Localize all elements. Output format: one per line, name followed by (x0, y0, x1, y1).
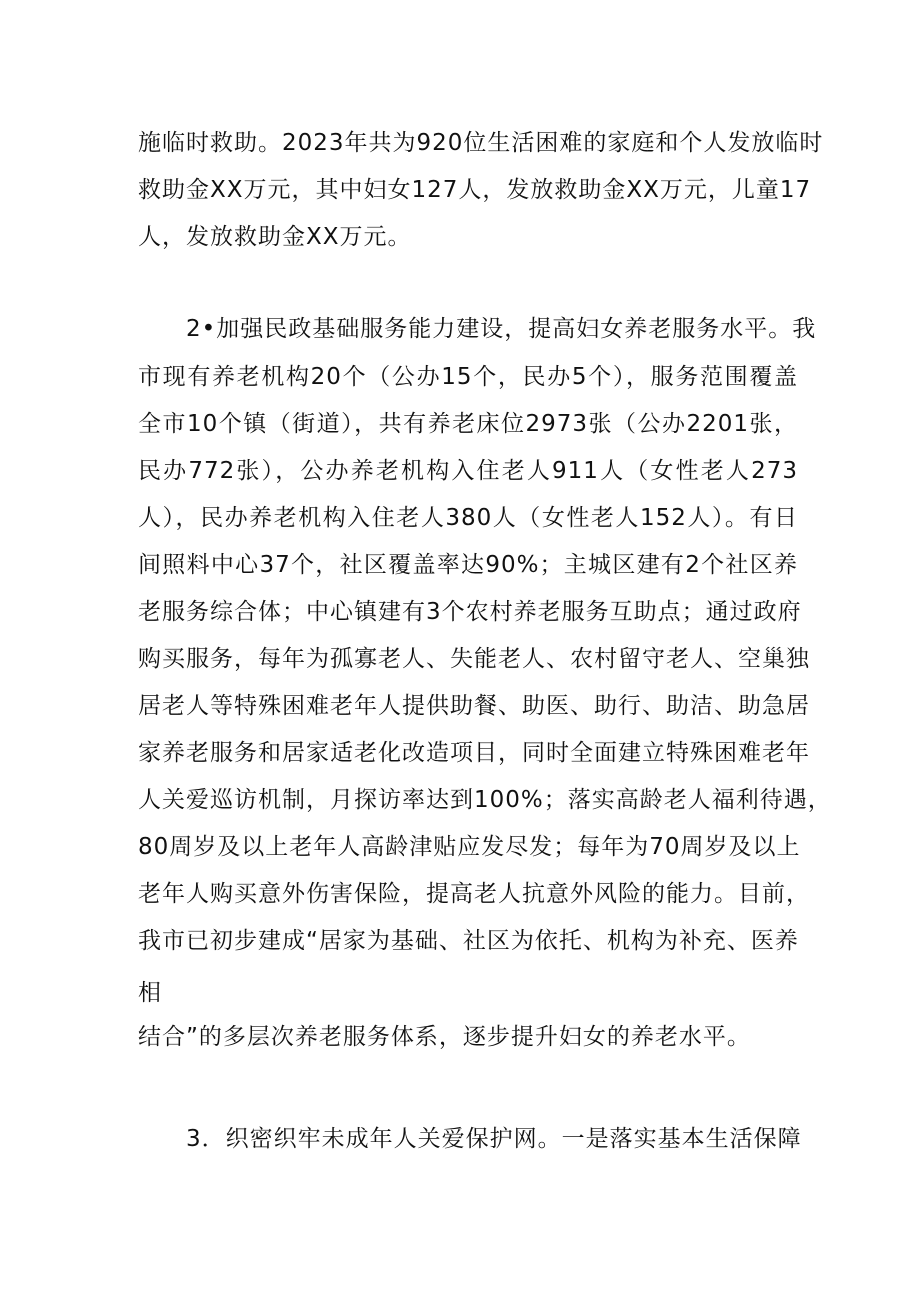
paragraph-2-line-13: 老年人购买意外伤害保险，提高老人抗意外风险的能力。目前， (138, 881, 810, 907)
paragraph-2-line-4: 民办772张），公办养老机构入住老人911人（女性老人273 (138, 458, 798, 484)
paragraph-2-line-8: 购买服务，每年为孤寡老人、失能老人、农村留守老人、空巢独 (138, 646, 810, 672)
paragraph-2-line-1: 2•加强民政基础服务能力建设，提高妇女养老服务水平。我 (186, 316, 817, 342)
paragraph-2-line-7: 老服务综合体；中心镇建有3个农村养老服务互助点；通过政府 (138, 599, 802, 625)
paragraph-2-line-14: 我市已初步建成“居家为基础、社区为依托、机构为补充、医养 (138, 928, 799, 954)
paragraph-2-line-5: 人），民办养老机构入住老人380人（女性老人152人）。有日 (138, 505, 798, 531)
paragraph-2-line-10: 家养老服务和居家适老化改造项目，同时全面建立特殊困难老年 (138, 740, 810, 766)
paragraph-2-line-3: 全市10个镇（街道），共有养老床位2973张（公办2201张， (138, 411, 798, 437)
paragraph-1-line-2: 救助金XX万元，其中妇女127人，发放救助金XX万元，儿童17 (138, 177, 812, 203)
paragraph-1-line-3: 人，发放救助金XX万元。 (138, 224, 412, 250)
paragraph-2-line-11: 人关爱巡访机制，月探访率达到100%；落实高龄老人福利待遇， (138, 787, 832, 813)
paragraph-2-line-12: 80周岁及以上老年人高龄津贴应发尽发；每年为70周岁及以上 (138, 834, 801, 860)
paragraph-2-line-9: 居老人等特殊困难老年人提供助餐、助医、助行、助洁、助急居 (138, 693, 810, 719)
paragraph-2-line-16: 结合”的多层次养老服务体系，逐步提升妇女的养老水平。 (138, 1024, 751, 1050)
paragraph-1-line-1: 施临时救助。2023年共为920位生活困难的家庭和个人发放临时 (138, 130, 824, 156)
paragraph-2-line-2: 市现有养老机构20个（公办15个，民办5个），服务范围覆盖 (138, 364, 798, 390)
paragraph-2-line-15: 相 (138, 980, 162, 1006)
paragraph-2-line-6: 间照料中心37个，社区覆盖率达90%；主城区建有2个社区养 (138, 552, 798, 578)
paragraph-3-line-1: 3．织密织牢未成年人关爱保护网。一是落实基本生活保障 (186, 1126, 802, 1152)
